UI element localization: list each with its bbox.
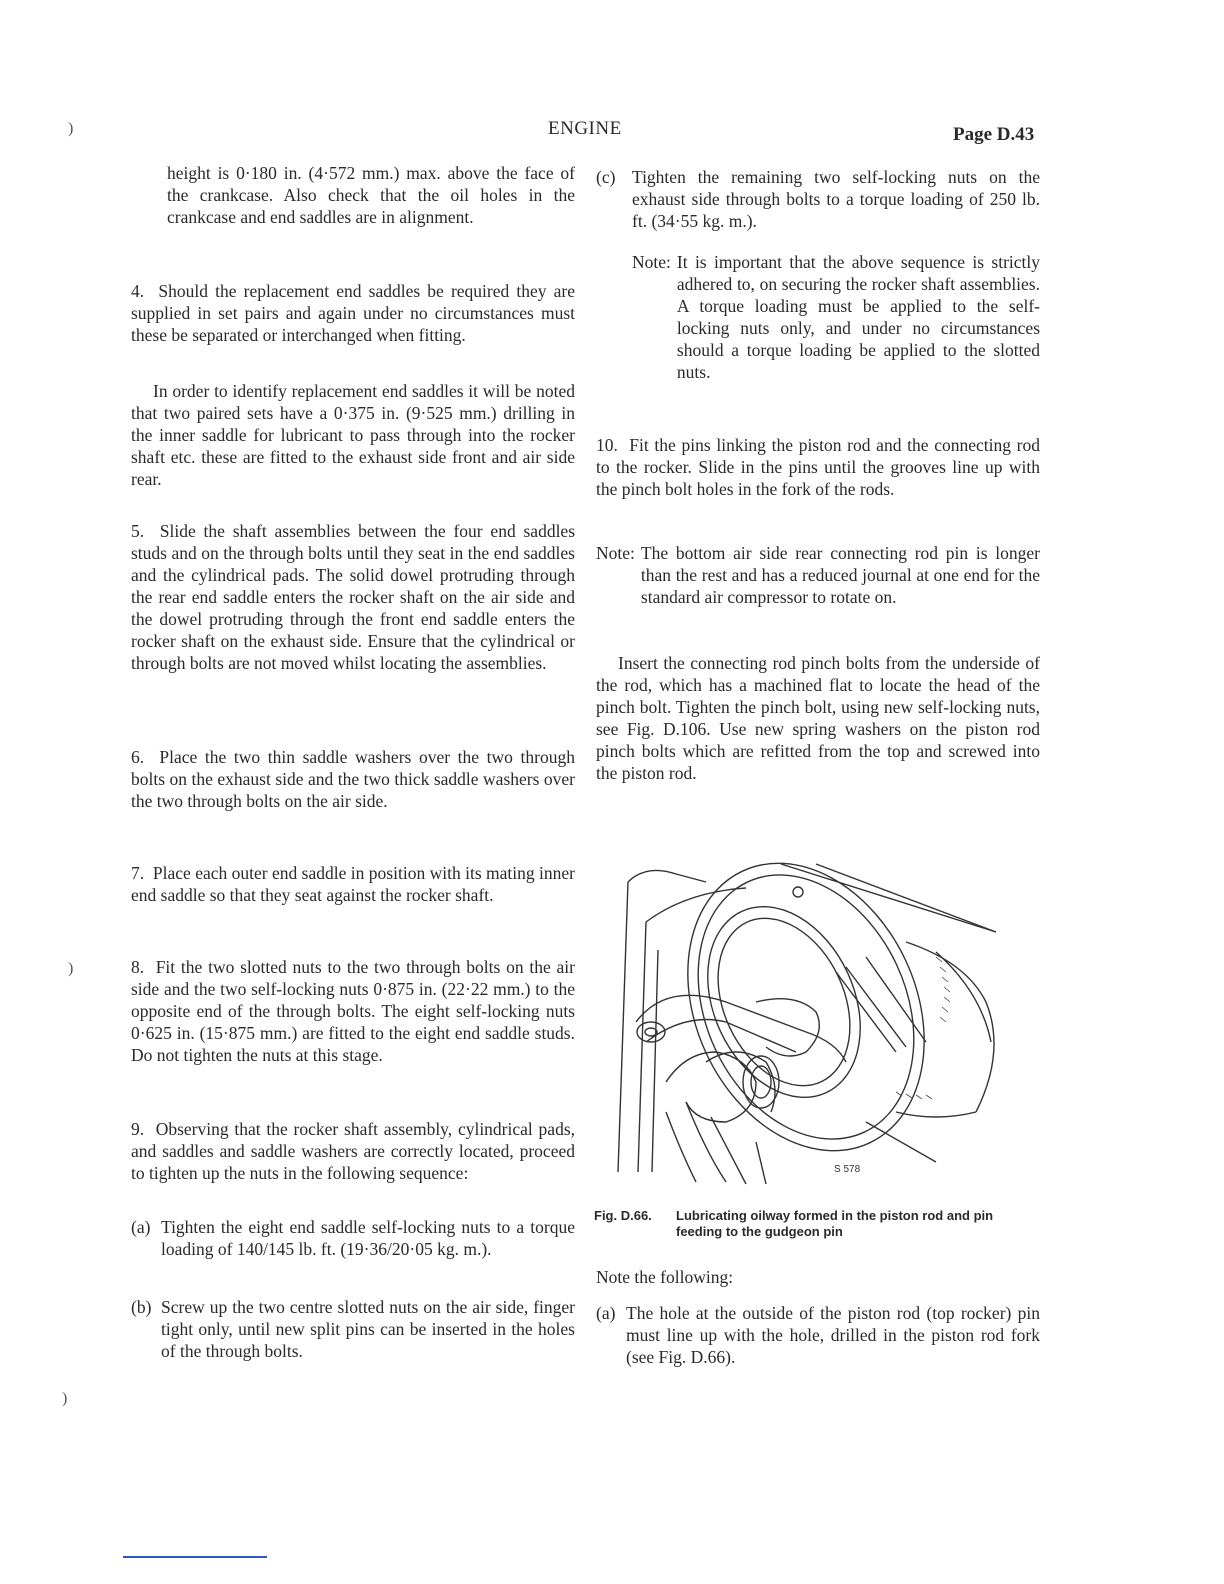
substep-label: (b) <box>131 1297 152 1317</box>
note-text: The bottom air side rear connecting rod pin is longer than the rest and has a reduced journal at one end for the standard air compressor to rotate on. <box>640 543 1040 607</box>
step-10 <box>596 434 1040 500</box>
substep-text: Screw up the two centre slotted nuts on the air side, finger tight only, until new split pins can be inserted in the holes of the through bolts. <box>161 1297 575 1361</box>
substep-c <box>596 166 1040 232</box>
piston-rod-illustration <box>606 852 1026 1192</box>
running-header-title: ENGINE <box>548 118 622 139</box>
insert-paragraph <box>596 652 1040 784</box>
margin-mark: ) <box>68 960 74 977</box>
substep-label: (a) <box>596 1303 616 1323</box>
footer-rule <box>123 1556 267 1558</box>
figure-caption <box>594 1208 1036 1240</box>
paragraph-text: height is 0·180 in. (4·572 mm.) max. above the face of the crankcase. Also check that the oil holes in the crankcase and end saddles are in alignment. <box>167 163 575 227</box>
step-text: Slide the shaft assemblies between the four end saddles studs and on the through bolts until they seat in the end saddles and the cylindrical pads. The solid dowel protruding through the rear end saddle enters the rocker shaft on the air side and the dowel protruding through the front end saddle enters the rocker shaft on the exhaust side. Ensure that the cylindrical or through bolts are not moved whilst locating the assemblies. <box>131 521 576 673</box>
step-text: Place the two thin saddle washers over the two through bolts on the exhaust side and the two thick saddle washers over the two through bolts on the air side. <box>131 747 575 811</box>
note-label: Note: <box>596 543 635 563</box>
figure-d66 <box>606 852 1026 1192</box>
left-continuation-paragraph <box>167 162 575 228</box>
step-text: Place each outer end saddle in position with its mating inner end saddle so that they seat against the rocker shaft. <box>131 863 575 905</box>
substep-a-right <box>596 1302 1040 1368</box>
step-number: 10. <box>596 435 618 455</box>
paragraph-text: In order to identify replacement end saddles it will be noted that two paired sets have a 0·375 in. (9·525 mm.) drilling in the inner saddle for lubricant to pass through into the rocker shaft etc. these are fitted to the exhaust side front and air side rear. <box>131 381 575 489</box>
substep-label: (c) <box>596 167 616 187</box>
step-text: Observing that the rocker shaft assembly, cylindrical pads, and saddles and saddle washers are correctly located, proceed to tighten up the nuts in the following sequence: <box>131 1119 576 1183</box>
step-4 <box>131 280 575 346</box>
step-text: Fit the two slotted nuts to the two through bolts on the air side and the two self-locking nuts 0·875 in. (22·22 mm.) to the opposite end of the through bolts. The eight self-locking nuts 0·625 in. (15·875 mm.) are fitted to the eight end saddle studs. Do not tighten the nuts at this stage. <box>131 957 575 1065</box>
step-number: 4. <box>131 281 145 301</box>
page-number: Page D.43 <box>953 124 1035 145</box>
outline-line <box>781 864 996 932</box>
step-number: 7. <box>131 863 145 883</box>
substep-text: Tighten the eight end saddle self-locking nuts to a torque loading of 140/145 lb. ft. (19·36/20·05 kg. m.). <box>161 1217 575 1259</box>
substep-label: (a) <box>131 1217 151 1237</box>
paragraph-text: Insert the connecting rod pinch bolts from the underside of the rod, which has a machined flat to locate the head of the pinch bolt. Tighten the pinch bolt, using new self-locking nuts, see Fig. D.106. Use new spring washers on the piston rod pinch bolts which are refitted from the top and screwed into the piston rod. <box>596 653 1040 783</box>
substep-b <box>131 1296 575 1362</box>
step-number: 6. <box>131 747 145 767</box>
note-1 <box>632 251 1040 383</box>
step-4-paragraph-2 <box>131 380 575 490</box>
step-8 <box>131 956 575 1066</box>
step-6 <box>131 746 575 812</box>
substep-a <box>131 1216 575 1260</box>
note-label: Note: <box>632 252 671 272</box>
step-9 <box>131 1118 575 1184</box>
note-following <box>596 1266 1040 1288</box>
step-7 <box>131 862 575 906</box>
substep-text: Tighten the remaining two self-locking nuts on the exhaust side through bolts to a torque loading of 250 lb. ft. (34·55 kg. m.). <box>632 167 1040 231</box>
step-number: 5. <box>131 521 145 541</box>
note-text: It is important that the above sequence is strictly adhered to, on securing the rocker shaft assemblies. A torque loading must be applied to the self-locking nuts only, and under no circumstances should a torque loading be applied to the slotted nuts. <box>676 252 1040 382</box>
step-number: 9. <box>131 1119 145 1139</box>
step-5 <box>131 520 575 674</box>
margin-mark: ) <box>62 1390 68 1407</box>
substep-text: The hole at the outside of the piston rod (top rocker) pin must line up with the hole, drilled in the piston rod fork (see Fig. D.66). <box>626 1303 1040 1367</box>
figure-reference-code: S 578 <box>834 1164 861 1175</box>
step-text: Should the replacement end saddles be required they are supplied in set pairs and again under no circumstances must these be separated or interchanged when fitting. <box>131 281 575 345</box>
note-2 <box>596 542 1040 608</box>
caption-label: Fig. D.66. <box>594 1208 652 1223</box>
step-number: 8. <box>131 957 145 977</box>
paragraph-text: Note the following: <box>596 1267 734 1287</box>
caption-text: Lubricating oilway formed in the piston rod and pin feeding to the gudgeon pin <box>676 1208 994 1239</box>
margin-mark: ) <box>68 120 74 137</box>
step-text: Fit the pins linking the piston rod and the connecting rod to the rocker. Slide in the pins until the grooves line up with the pinch bolt holes in the fork of the rods. <box>596 435 1041 499</box>
